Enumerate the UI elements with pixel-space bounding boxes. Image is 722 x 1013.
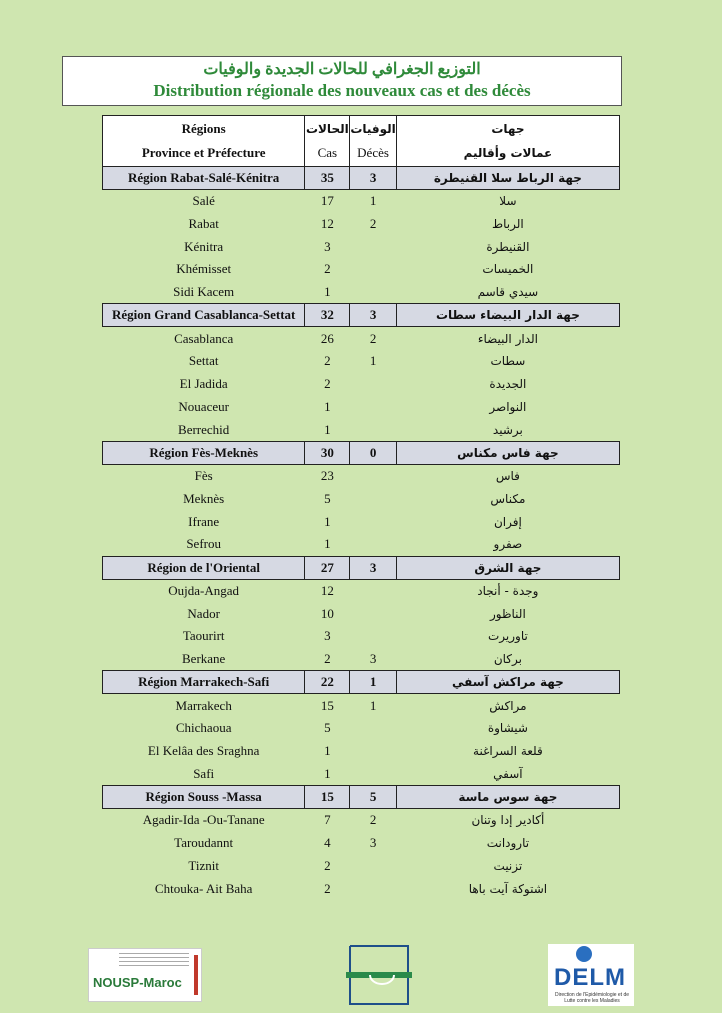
province-deaths: 2 — [369, 216, 377, 232]
region-row — [103, 786, 620, 809]
province-deaths — [350, 855, 396, 878]
region-name-ar: جهة الشرق — [396, 556, 619, 579]
province-name: Marrakech — [175, 697, 232, 713]
province-cases: 7 — [324, 812, 331, 828]
region-deaths: 3 — [350, 556, 396, 579]
province-name-ar: سيدي قاسم — [477, 285, 539, 300]
province-name: Berrechid — [178, 421, 230, 437]
nousp-logo — [88, 948, 202, 1002]
table-row — [103, 510, 620, 533]
province-name-ar: وجدة - أنجاد — [477, 583, 539, 598]
nousp-logo-bar — [194, 955, 198, 995]
region-row — [103, 671, 620, 694]
province-name-ar: الخميسات — [482, 262, 534, 277]
province-deaths: 2 — [369, 812, 377, 828]
province-cases: 1 — [324, 536, 331, 552]
province-name-ar: مكناس — [490, 491, 526, 506]
province-cases: 1 — [324, 398, 331, 414]
region-name: Région Souss -Massa — [103, 786, 305, 809]
distribution-table — [102, 115, 620, 900]
province-name: Taroudannt — [174, 835, 234, 851]
region-deaths: 5 — [350, 786, 396, 809]
province-cases: 1 — [324, 284, 331, 300]
table-row — [103, 832, 620, 855]
province-cases: 15 — [320, 697, 334, 713]
region-name-ar: جهة الدار البيضاء سطات — [396, 304, 619, 327]
delm-logo-name: DELM — [554, 964, 626, 991]
province-name: Tiznit — [188, 857, 219, 873]
header-deaths-fr: Décès — [357, 145, 389, 160]
table-row — [103, 877, 620, 900]
province-deaths — [350, 717, 396, 740]
province-name: Safi — [193, 765, 215, 781]
province-deaths — [350, 488, 396, 511]
nousp-logo-name: NOUSP-Maroc — [93, 975, 182, 990]
province-name-ar: تارودانت — [486, 836, 530, 851]
table-row — [103, 740, 620, 763]
header-region-line2: Province et Préfecture — [141, 145, 266, 160]
province-name-ar: قلعة السراغنة — [473, 744, 543, 759]
table-row — [103, 488, 620, 511]
province-name-ar: صفرو — [493, 537, 523, 552]
province-name-ar: آسفي — [493, 766, 523, 781]
title-box — [62, 56, 622, 106]
province-deaths — [350, 464, 396, 487]
province-name: Sefrou — [186, 536, 221, 552]
region-deaths: 0 — [350, 441, 396, 464]
province-cases: 4 — [324, 835, 331, 851]
province-name: Settat — [188, 353, 219, 369]
header-cases-fr: Cas — [317, 145, 338, 160]
province-cases: 26 — [320, 330, 334, 346]
province-deaths: 3 — [369, 651, 377, 667]
province-deaths — [350, 625, 396, 648]
province-cases: 2 — [324, 651, 331, 667]
province-deaths — [350, 281, 396, 304]
region-deaths: 3 — [350, 304, 396, 327]
province-name: Chtouka- Ait Baha — [154, 880, 253, 896]
province-deaths — [350, 396, 396, 419]
province-name-ar: اشتوكة آيت باها — [468, 881, 548, 896]
province-deaths: 3 — [369, 835, 377, 851]
table-row — [103, 396, 620, 419]
region-cases: 35 — [305, 167, 350, 190]
province-cases: 2 — [324, 880, 331, 896]
province-cases: 1 — [324, 513, 331, 529]
province-cases: 1 — [324, 765, 331, 781]
province-name: Nouaceur — [178, 398, 229, 414]
region-name: Région Marrakech-Safi — [103, 671, 305, 694]
region-name: Région Fès-Meknès — [103, 441, 305, 464]
table-row — [103, 418, 620, 441]
province-deaths — [350, 579, 396, 602]
province-cases: 3 — [324, 238, 331, 254]
province-deaths — [350, 418, 396, 441]
region-name: Région Grand Casablanca-Settat — [103, 304, 305, 327]
province-name: Oujda-Angad — [168, 582, 240, 598]
province-name: Rabat — [188, 216, 219, 232]
title-french: Distribution régionale des nouveaux cas et des décès — [153, 81, 531, 100]
province-name: Casablanca — [174, 330, 234, 346]
table-row — [103, 694, 620, 717]
province-deaths: 1 — [369, 697, 377, 713]
province-deaths — [350, 877, 396, 900]
province-name-ar: تاوريرت — [487, 629, 528, 644]
province-cases: 12 — [320, 216, 334, 232]
province-name: Salé — [192, 193, 215, 209]
province-name: El Kelâa des Sraghna — [147, 743, 260, 759]
region-cases: 22 — [305, 671, 350, 694]
table-row — [103, 373, 620, 396]
province-name-ar: القنيطرة — [486, 239, 530, 254]
region-cases: 32 — [305, 304, 350, 327]
province-name-ar: سلا — [499, 194, 517, 209]
province-name-ar: النواصر — [489, 399, 527, 414]
table-row — [103, 327, 620, 350]
province-name-ar: أكادير إدا وتنان — [471, 813, 545, 828]
province-deaths — [350, 373, 396, 396]
province-name-ar: الدار البيضاء — [477, 331, 538, 346]
province-cases: 1 — [324, 421, 331, 437]
delm-logo — [548, 944, 634, 1006]
region-cases: 27 — [305, 556, 350, 579]
province-deaths — [350, 602, 396, 625]
table-row — [103, 625, 620, 648]
header-region-ar-line2: عمالات وأقاليم — [463, 146, 553, 160]
province-name-ar: سطات — [490, 354, 526, 369]
province-name: Fès — [194, 468, 213, 484]
province-name: Kénitra — [184, 238, 224, 254]
province-cases: 10 — [320, 605, 334, 621]
header-region-line1: Régions — [181, 121, 226, 136]
province-deaths — [350, 235, 396, 258]
region-name: Région de l'Oriental — [103, 556, 305, 579]
province-deaths — [350, 762, 396, 785]
region-deaths: 1 — [350, 671, 396, 694]
province-name-ar: إفران — [493, 514, 522, 529]
province-name-ar: الرباط — [492, 217, 524, 232]
delm-logo-subtitle: Direction de l'Epidémiologie et de Lutte contre les Maladies — [554, 992, 630, 1004]
province-name: Agadir-Ida -Ou-Tanane — [142, 812, 265, 828]
province-name: Ifrane — [188, 513, 220, 529]
table-row — [103, 213, 620, 236]
delm-logo-dot-icon — [576, 946, 592, 962]
province-name-ar: برشيد — [492, 422, 523, 437]
header-deaths — [350, 116, 396, 167]
province-cases: 17 — [320, 193, 334, 209]
province-name-ar: الناظور — [489, 606, 526, 621]
province-cases: 2 — [324, 376, 331, 392]
region-name-ar: جهة مراكش آسفي — [396, 671, 619, 694]
province-name-ar: شيشاوة — [487, 721, 528, 736]
region-row — [103, 304, 620, 327]
province-name-ar: فاس — [495, 469, 520, 484]
province-name: El Jadida — [179, 376, 228, 392]
nousp-logo-header-lines — [119, 953, 189, 969]
province-deaths: 1 — [369, 193, 377, 209]
footer-logos — [0, 940, 722, 1010]
region-name: Région Rabat-Salé-Kénitra — [103, 167, 305, 190]
province-name-ar: مراكش — [489, 698, 527, 713]
header-region-ar-line1: جهات — [491, 122, 525, 136]
table-row — [103, 190, 620, 213]
province-name: Taourirt — [182, 628, 225, 644]
region-name-ar: جهة فاس مكناس — [396, 441, 619, 464]
province-deaths — [350, 533, 396, 556]
table-row — [103, 648, 620, 671]
province-cases: 2 — [324, 353, 331, 369]
province-deaths: 2 — [369, 330, 377, 346]
province-deaths — [350, 258, 396, 281]
table-row — [103, 350, 620, 373]
province-deaths — [350, 740, 396, 763]
province-name: Berkane — [182, 651, 226, 667]
region-name-ar: جهة الرباط سلا القنيطرة — [396, 167, 619, 190]
province-name-ar: تزنيت — [493, 858, 523, 873]
region-row — [103, 441, 620, 464]
province-cases: 12 — [320, 582, 334, 598]
table-row — [103, 809, 620, 832]
table-header-row — [103, 116, 620, 167]
table-row — [103, 235, 620, 258]
province-cases: 2 — [324, 857, 331, 873]
ministry-emblem-icon — [346, 944, 412, 1006]
header-cases — [305, 116, 350, 167]
province-name: Chichaoua — [175, 720, 232, 736]
province-cases: 5 — [324, 490, 331, 506]
province-cases: 5 — [324, 720, 331, 736]
header-deaths-ar: الوفيات — [350, 122, 396, 136]
region-cases: 15 — [305, 786, 350, 809]
province-name: Sidi Kacem — [173, 284, 235, 300]
province-deaths — [350, 510, 396, 533]
table-row — [103, 533, 620, 556]
header-region-ar — [396, 116, 619, 167]
province-name: Nador — [187, 605, 220, 621]
province-deaths: 1 — [369, 353, 377, 369]
region-name-ar: جهة سوس ماسة — [396, 786, 619, 809]
table-row — [103, 579, 620, 602]
table-row — [103, 762, 620, 785]
region-row — [103, 167, 620, 190]
table-row — [103, 258, 620, 281]
header-region-fr — [103, 116, 305, 167]
region-deaths: 3 — [350, 167, 396, 190]
province-name: Meknès — [183, 490, 225, 506]
title-arabic: التوزيع الجغرافي للحالات الجديدة والوفيات — [203, 61, 481, 78]
header-cases-ar: الحالات — [305, 122, 349, 136]
province-cases: 23 — [320, 468, 334, 484]
province-cases: 3 — [324, 628, 331, 644]
province-cases: 1 — [324, 743, 331, 759]
table-row — [103, 855, 620, 878]
table-row — [103, 464, 620, 487]
province-name-ar: الجديدة — [489, 377, 527, 392]
table-row — [103, 717, 620, 740]
province-name-ar: بركان — [493, 652, 522, 667]
table-row — [103, 281, 620, 304]
region-cases: 30 — [305, 441, 350, 464]
province-cases: 2 — [324, 261, 331, 277]
table-row — [103, 602, 620, 625]
province-name: Khémisset — [176, 261, 232, 277]
region-row — [103, 556, 620, 579]
